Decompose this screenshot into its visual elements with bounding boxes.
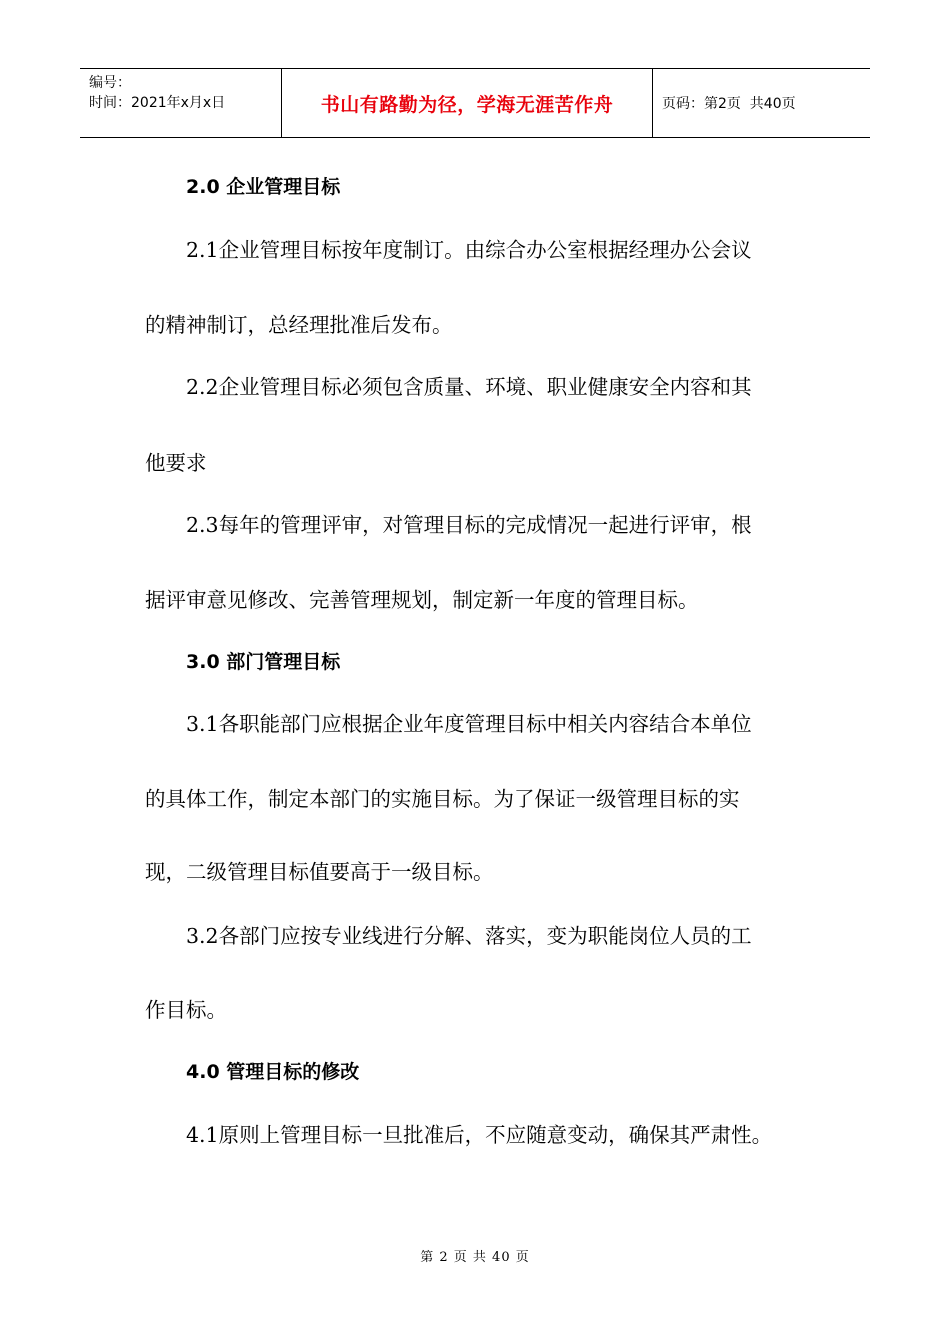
paragraph-line: 现，二级管理目标值要高于一级目标。 <box>145 860 494 884</box>
page-header <box>80 68 870 138</box>
paragraph-line: 3.1各职能部门应根据企业年度管理目标中相关内容结合本单位 <box>186 712 752 736</box>
paragraph-line: 他要求 <box>145 451 207 475</box>
paragraph-line: 的精神制订，总经理批准后发布。 <box>145 313 453 337</box>
heading-4-0: 4.0 管理目标的修改 <box>186 1061 360 1083</box>
page-footer: 第 2 页 共 40 页 <box>420 1250 530 1265</box>
paragraph-line: 4.1原则上管理目标一旦批准后，不应随意变动，确保其严肃性。 <box>186 1123 773 1147</box>
paragraph-line: 2.3每年的管理评审，对管理目标的完成情况一起进行评审，根 <box>186 513 752 537</box>
paragraph-line: 作目标。 <box>145 998 227 1022</box>
paragraph-line: 据评审意见修改、完善管理规划，制定新一年度的管理目标。 <box>145 588 699 612</box>
header-motto-cell <box>281 69 653 137</box>
date-label: 时间：2021年x月x日 <box>89 95 226 111</box>
paragraph-line: 3.2各部门应按专业线进行分解、落实，变为职能岗位人员的工 <box>186 924 752 948</box>
header-page-cell <box>662 69 870 137</box>
motto-text: 书山有路勤为径，学海无涯苦作舟 <box>320 93 614 116</box>
header-info <box>80 69 280 137</box>
heading-2-0: 2.0 企业管理目标 <box>186 176 341 198</box>
paragraph-line: 的具体工作，制定本部门的实施目标。为了保证一级管理目标的实 <box>145 787 740 811</box>
doc-number-label: 编号： <box>89 75 131 91</box>
page-label: 页码：第2页 共40页 <box>662 96 796 112</box>
heading-3-0: 3.0 部门管理目标 <box>186 651 341 673</box>
paragraph-line: 2.2企业管理目标必须包含质量、环境、职业健康安全内容和其 <box>186 375 752 399</box>
paragraph-line: 2.1企业管理目标按年度制订。由综合办公室根据经理办公会议 <box>186 238 752 262</box>
